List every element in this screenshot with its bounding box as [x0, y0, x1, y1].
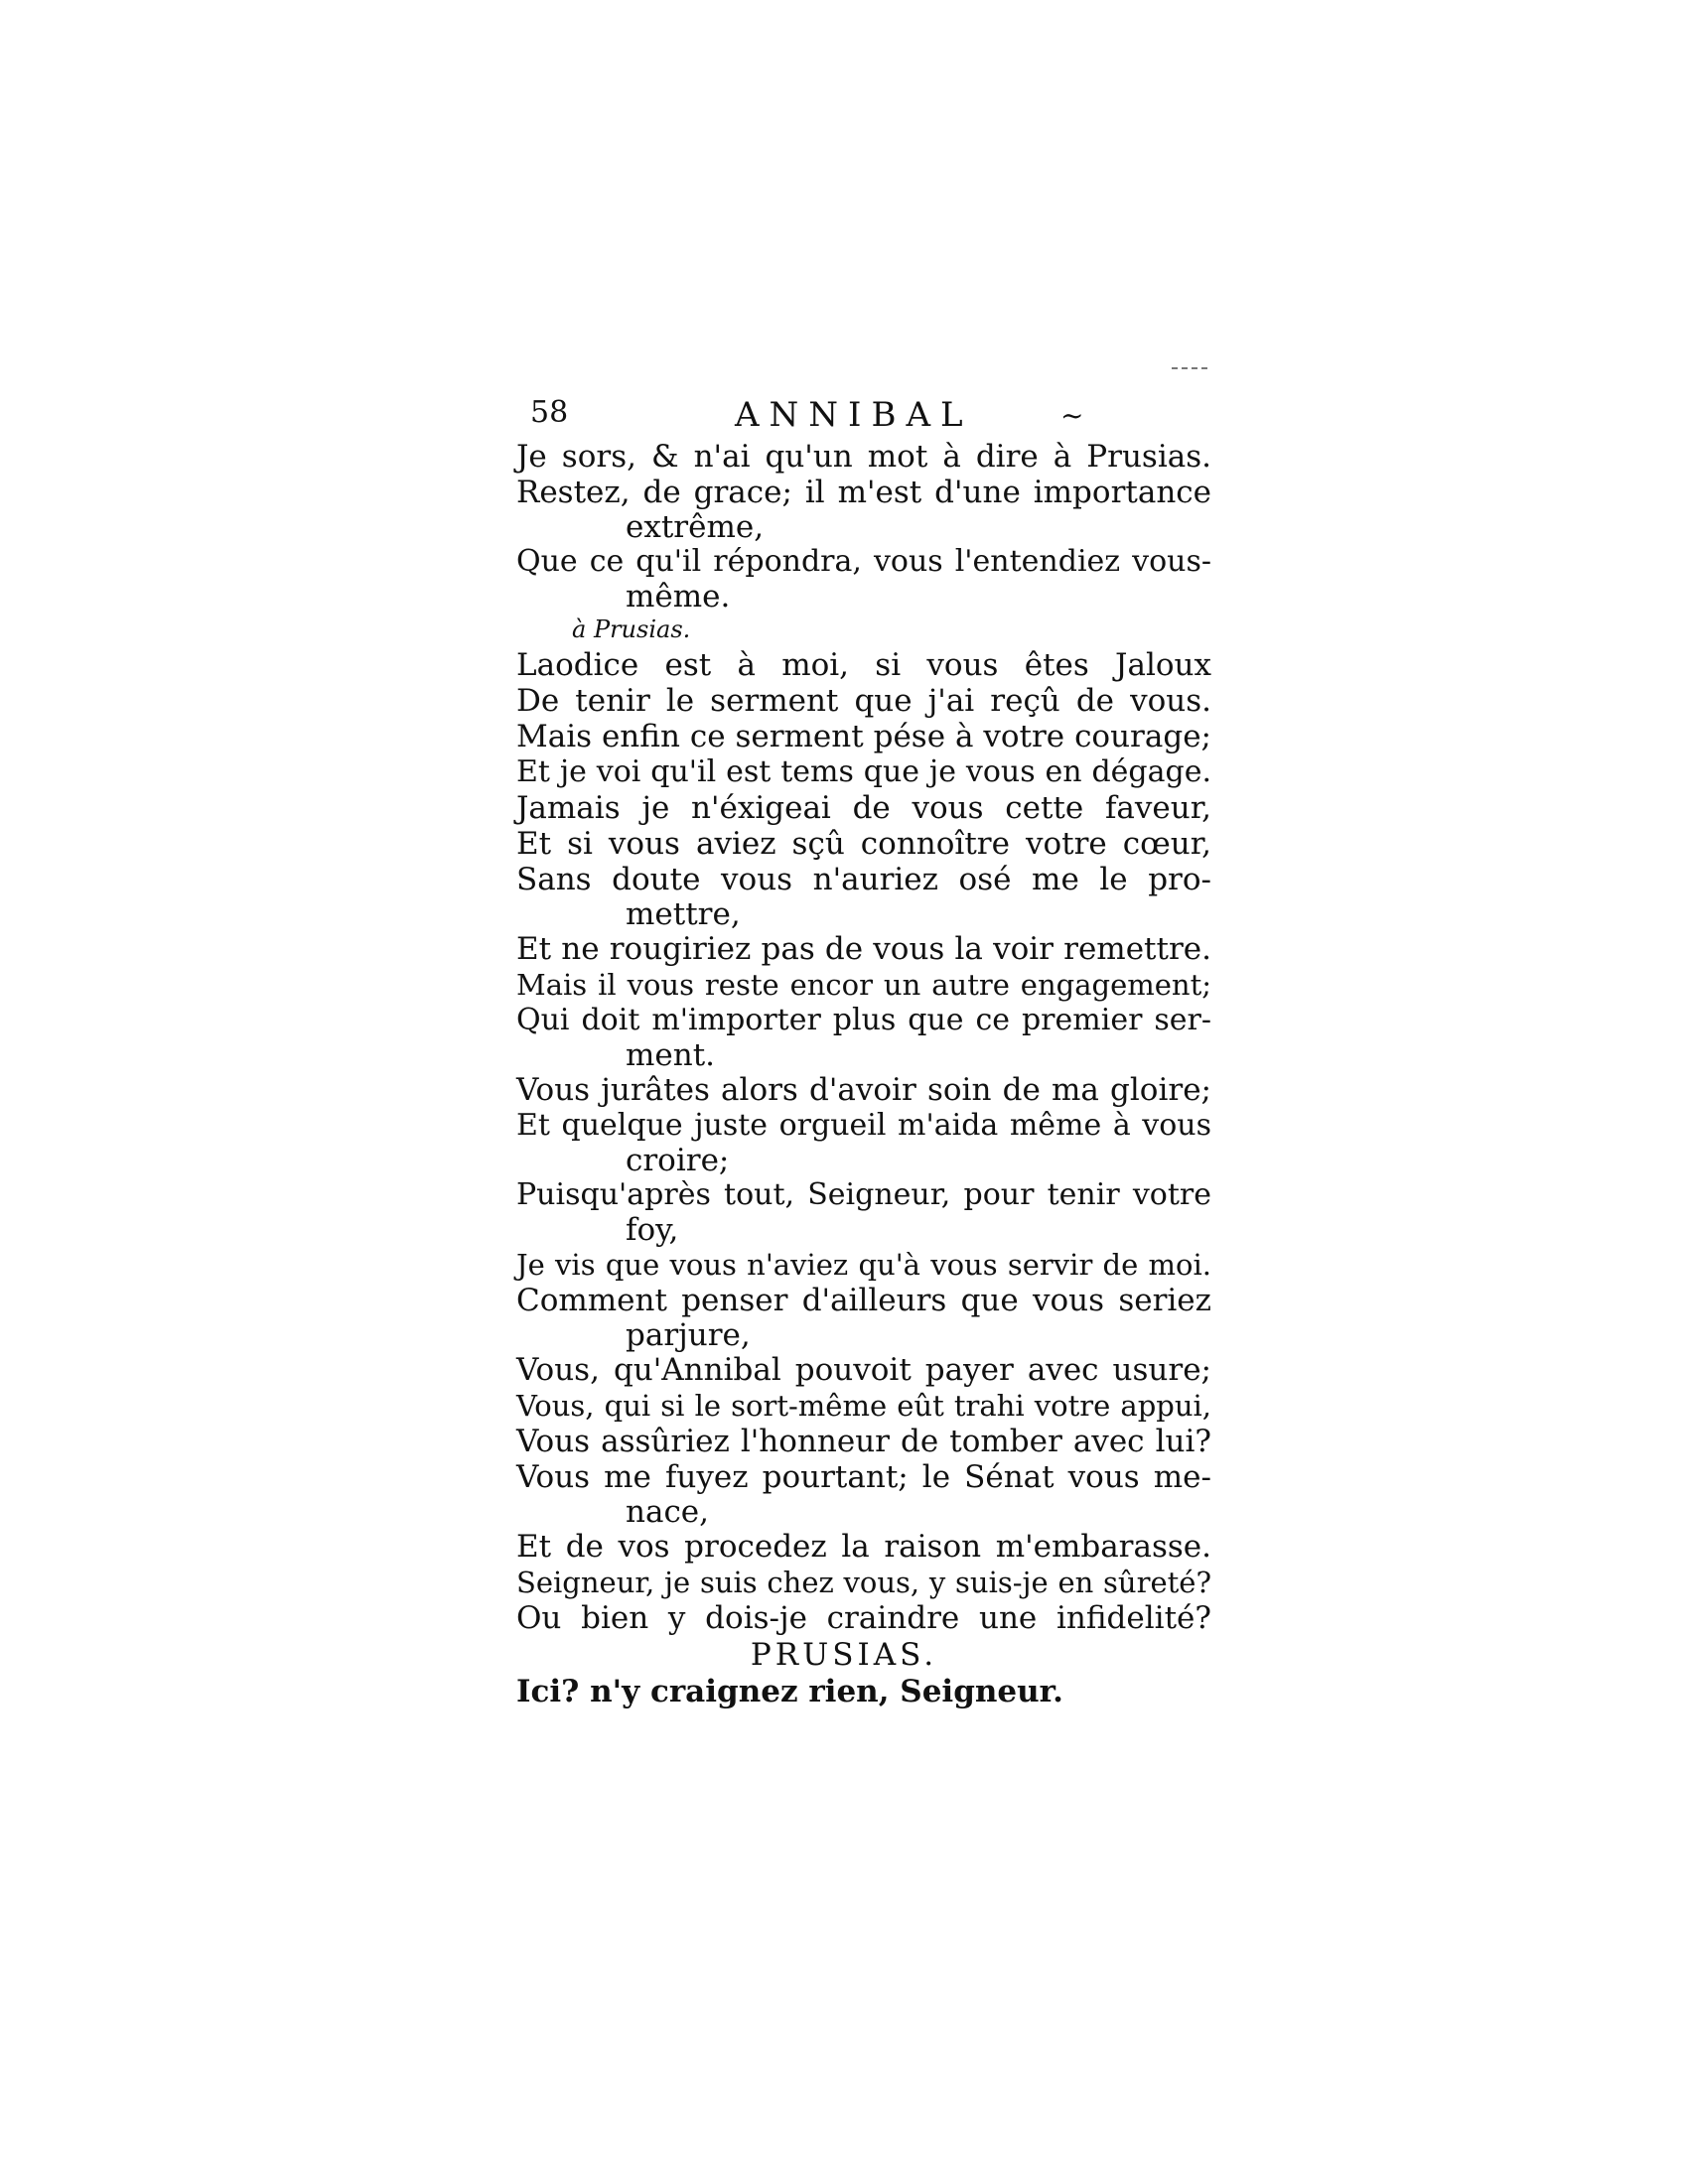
verse-continuation: parjure, — [626, 1317, 751, 1353]
verse-line: Vous assûriez l'honneur de tomber avec lui? — [516, 1424, 1211, 1459]
verse-line: Je vis que vous n'aviez qu'à vous servir de moi. — [516, 1248, 1211, 1282]
verse-line: Ou bien y dois-je craindre une infidelité? — [516, 1600, 1211, 1636]
verse-line: Et quelque juste orgueil m'aida même à vous — [516, 1108, 1211, 1143]
verse-line: Et ne rougiriez pas de vous la voir remettre. — [516, 931, 1211, 967]
verse-continuation: mettre, — [626, 896, 741, 932]
verse-line: Et si vous aviez sçû connoître votre cœur, — [516, 826, 1211, 862]
verse-line: De tenir le serment que j'ai reçû de vous. — [516, 683, 1211, 719]
verse-line: Restez, de grace; il m'est d'une importance — [516, 475, 1211, 510]
verse-line: Laodice est à moi, si vous êtes Jaloux — [516, 647, 1211, 683]
verse-continuation: ment. — [626, 1037, 716, 1073]
verse-line: Vous, qu'Annibal pouvoit payer avec usure; — [516, 1352, 1211, 1388]
speaker-name: PRUSIAS. — [750, 1637, 938, 1673]
stage-direction: à Prusias. — [572, 615, 691, 643]
verse-continuation: foy, — [626, 1212, 679, 1248]
verse-continuation: même. — [626, 579, 731, 614]
page-number: 58 — [530, 395, 569, 430]
stray-ink-mark — [1172, 367, 1207, 371]
verse-line: Comment penser d'ailleurs que vous seriez — [516, 1283, 1211, 1318]
final-line: Ici? n'y craignez rien, Seigneur. — [516, 1674, 1063, 1709]
verse-continuation: croire; — [626, 1143, 730, 1178]
verse-line: Qui doit m'importer plus que ce premier ser- — [516, 1003, 1211, 1037]
verse-line: Seigneur, je suis chez vous, y suis-je en sûreté? — [516, 1566, 1211, 1599]
verse-continuation: extrême, — [626, 509, 765, 545]
verse-line: Vous, qui si le sort-même eût trahi votre appui, — [516, 1389, 1211, 1423]
verse-line: Vous jurâtes alors d'avoir soin de ma gloire; — [516, 1072, 1211, 1108]
verse-line: Que ce qu'il répondra, vous l'entendiez vous- — [516, 544, 1211, 579]
verse-line: Jamais je n'éxigeai de vous cette faveur, — [516, 790, 1211, 826]
verse-line: Vous me fuyez pourtant; le Sénat vous me- — [516, 1459, 1211, 1495]
page-header — [516, 395, 1211, 439]
text-block — [516, 395, 1211, 1709]
verse-line: Je sors, & n'ai qu'un mot à dire à Prusias. — [516, 439, 1211, 475]
verse-continuation: nace, — [626, 1494, 710, 1530]
verse-lines — [516, 439, 1211, 1636]
verse-line: Et de vos procedez la raison m'embarasse. — [516, 1529, 1211, 1565]
verse-line: Puisqu'après tout, Seigneur, pour tenir votre — [516, 1177, 1211, 1212]
verse-line: Mais enfin ce serment pése à votre courage; — [516, 719, 1211, 754]
verse-line: Sans doute vous n'auriez osé me le pro- — [516, 862, 1211, 897]
running-title: ANNIBAL — [735, 395, 973, 435]
header-mark: ~ — [1060, 399, 1084, 432]
verse-line: Mais il vous reste encor un autre engagement; — [516, 968, 1211, 1002]
verse-line: Et je voi qu'il est tems que je vous en dégage. — [516, 754, 1211, 789]
